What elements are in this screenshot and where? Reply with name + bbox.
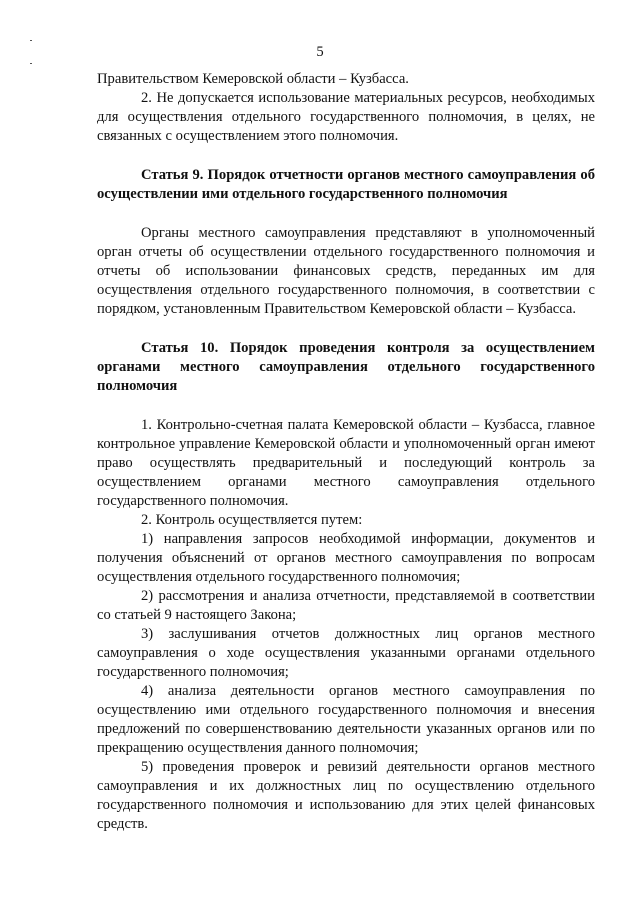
paragraph: 2. Контроль осуществляется путем: bbox=[141, 512, 363, 528]
article-heading: Статья 10. Порядок проведения контроля за осуществлением органами местного самоуправления отдельного государственного полномочия bbox=[97, 340, 595, 394]
article-heading: Статья 9. Порядок отчетности органов местного самоуправления об осуществлении ими отдельного государственного полномочия bbox=[97, 167, 595, 202]
paragraph: 1. Контрольно-счетная палата Кемеровской области – Кузбасса, главное контрольное управление Кемеровской области и уполномоченный орган имеют право осуществлять предварительный и последующий контроль за осуществлением органами местного самоуправления отдельного государственного полномочия. bbox=[97, 417, 595, 509]
paragraph: 2. Не допускается использование материальных ресурсов, необходимых для осуществления отдельного государственного полномочия, в целях, не связанных с осуществлением этого полномочия. bbox=[97, 90, 595, 144]
scan-speck bbox=[30, 63, 32, 64]
paragraph: Органы местного самоуправления представляют в уполномоченный орган отчеты об осуществлении отдельного государственного полномочия и отчеты об использовании финансовых средств, переданных им для осуществления отдельного государственного полномочия, в соответствии с порядком, установленным Правительством Кемеровской области – Кузбасса. bbox=[97, 225, 595, 317]
paragraph: 2) рассмотрения и анализа отчетности, представляемой в соответствии со статьей 9 настоящего Закона; bbox=[97, 588, 595, 623]
paragraph: 5) проведения проверок и ревизий деятельности органов местного самоуправления и их должностных лиц по осуществлению отдельного государственного полномочия и использованию для этих целей финансовых средств. bbox=[97, 759, 595, 832]
section-spacer bbox=[97, 396, 595, 416]
section-spacer bbox=[97, 146, 595, 166]
paragraph: 3) заслушивания отчетов должностных лиц органов местного самоуправления о ходе осуществления указанными органами отдельного государственного полномочия; bbox=[97, 626, 595, 680]
section-spacer bbox=[97, 319, 595, 339]
paragraph: 4) анализа деятельности органов местного самоуправления по осуществлению ими отдельного государственного полномочия и внесения предложений по совершенствованию деятельности указанных органов или по прекращению осуществления данного полномочия; bbox=[97, 683, 595, 756]
scan-speck bbox=[30, 40, 32, 41]
paragraph: 1) направления запросов необходимой информации, документов и получения объяснений от органов местного самоуправления по вопросам осуществления отдельного государственного полномочия; bbox=[97, 531, 595, 585]
section-spacer bbox=[97, 204, 595, 224]
document-body bbox=[97, 70, 595, 834]
paragraph: Правительством Кемеровской области – Кузбасса. bbox=[97, 71, 409, 87]
page-number: 5 bbox=[316, 44, 324, 60]
